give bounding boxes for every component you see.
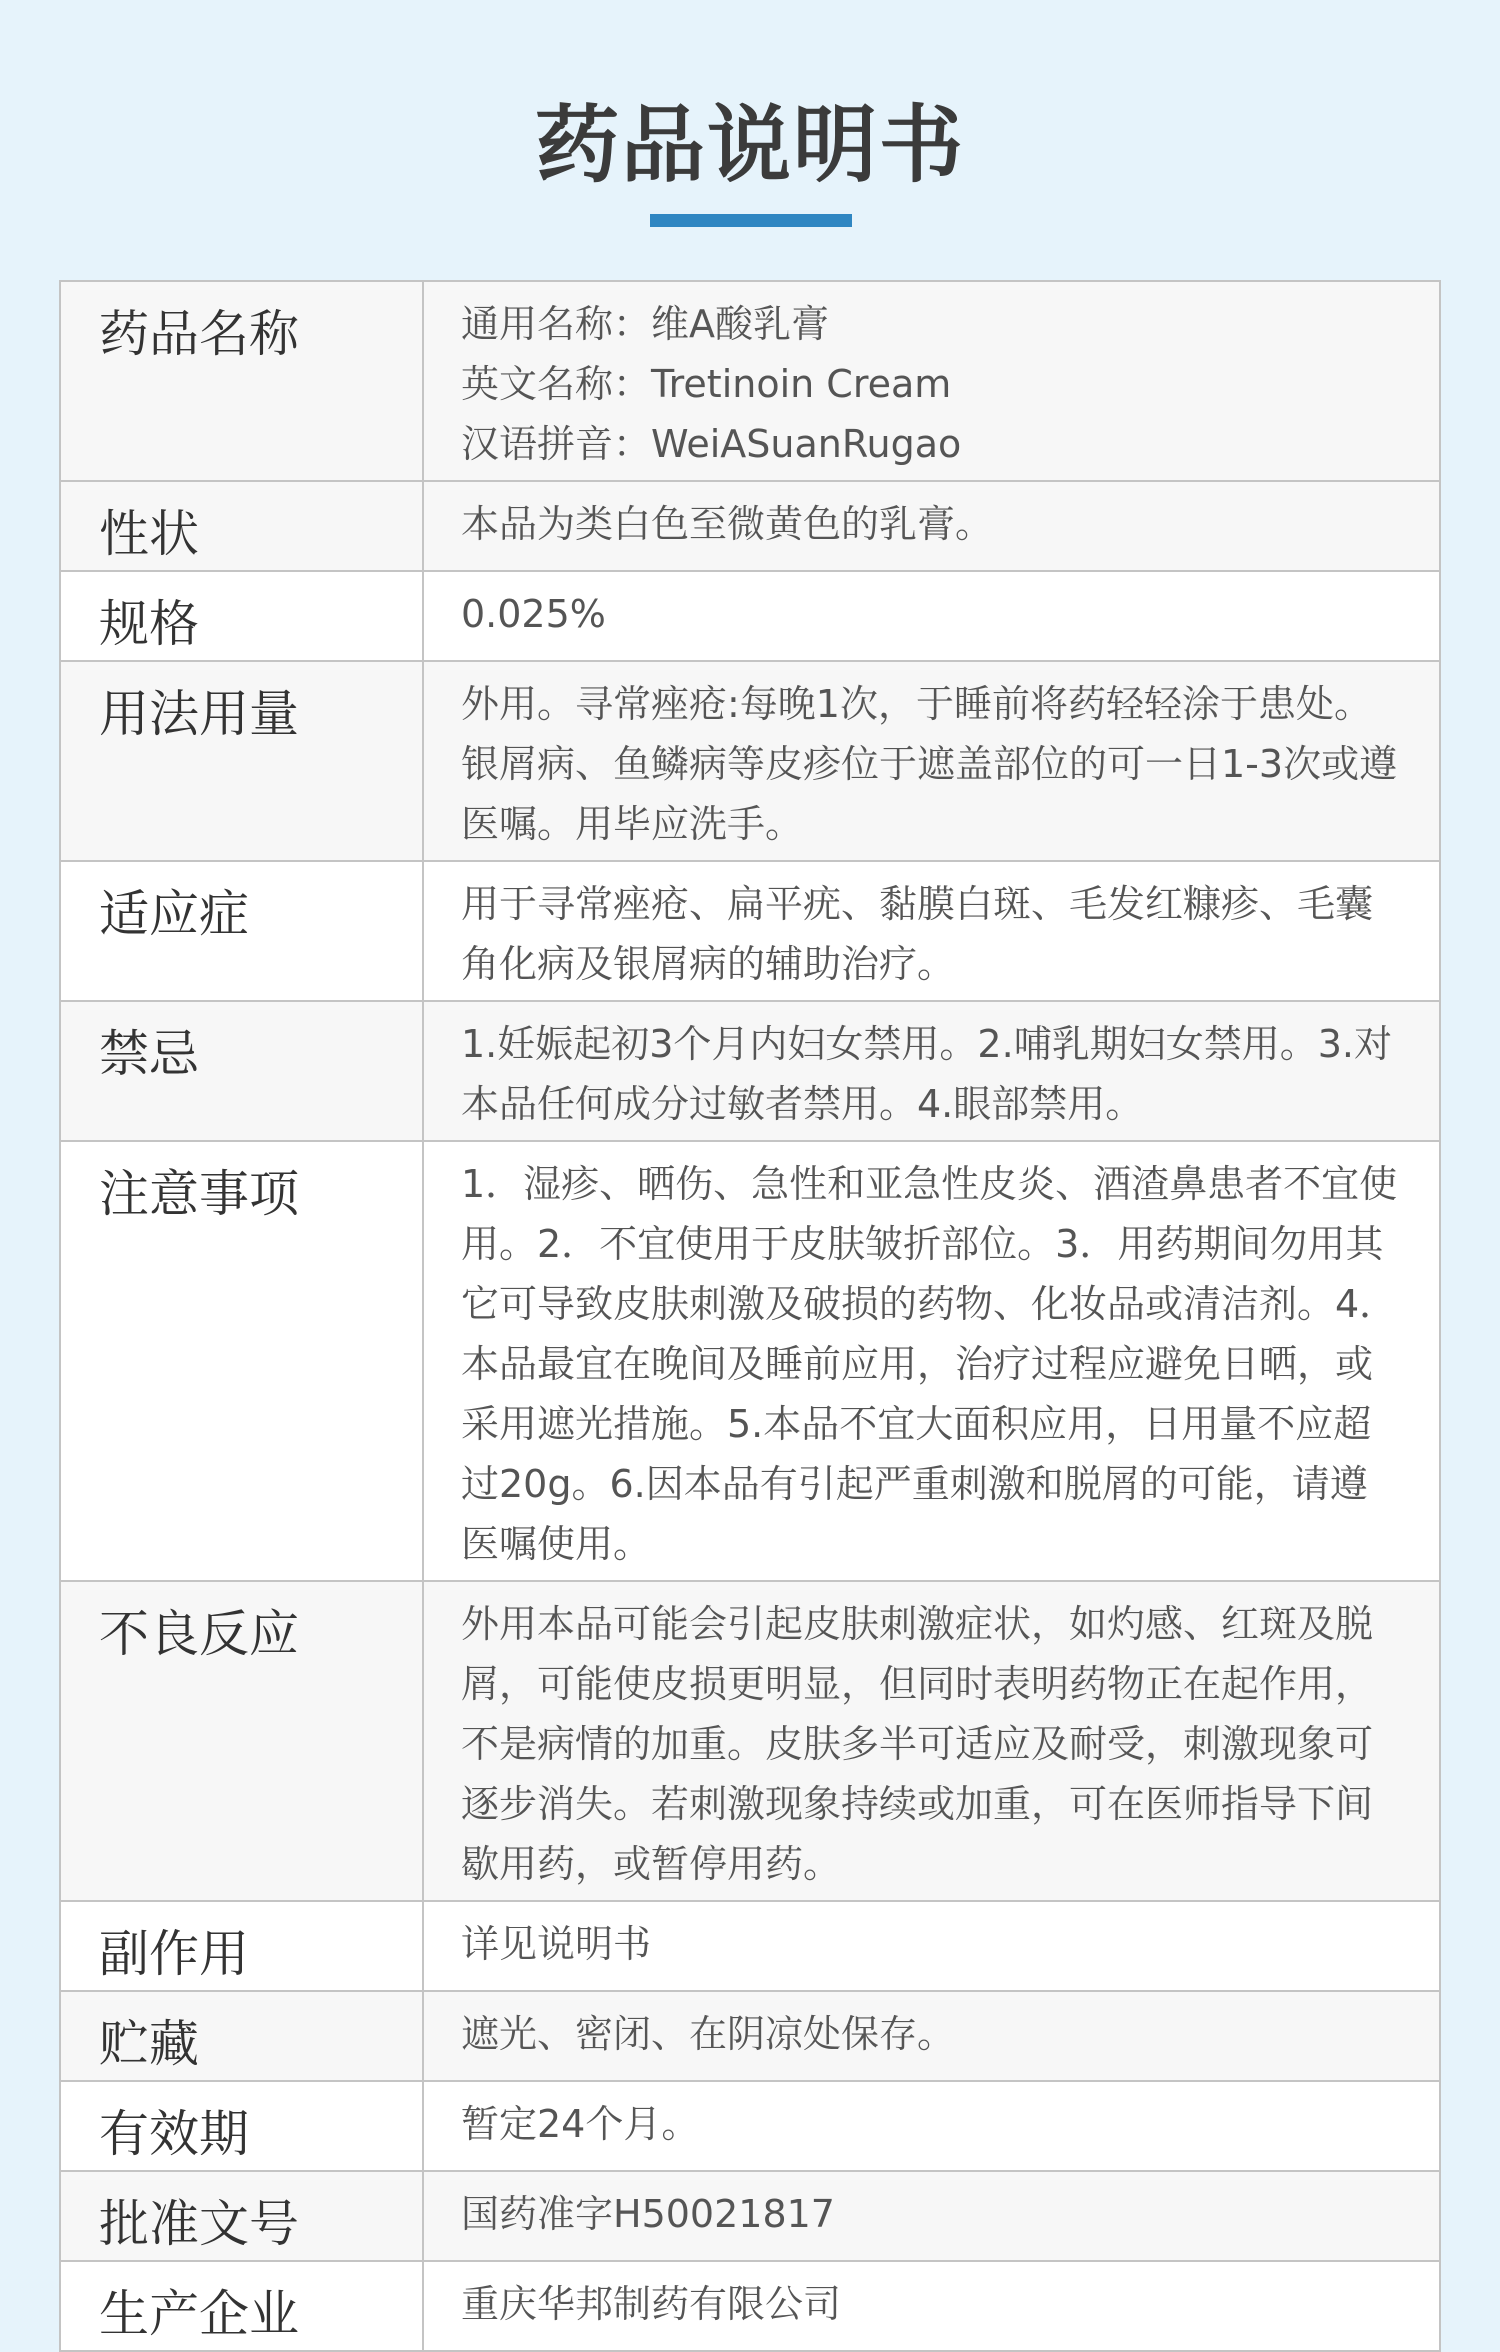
table-row-specification [61,572,1439,662]
row-label: 性状 [61,482,424,570]
row-value: 1.妊娠起初3个月内妇女禁用。2.哺乳期妇女禁用。3.对本品任何成分过敏者禁用。4.眼部禁用。 [461,1022,1392,1126]
table-row-indications [61,862,1439,1002]
row-label: 有效期 [61,2082,424,2170]
row-value: 外用。寻常痤疮:每晚1次，于睡前将药轻轻涂于患处。银屑病、鱼鳞病等皮疹位于遮盖部位的可一日1-3次或遵医嘱。用毕应洗手。 [461,682,1398,846]
row-label: 批准文号 [61,2172,424,2260]
table-row-adverse-reactions [61,1582,1439,1902]
row-label: 不良反应 [61,1582,424,1900]
table-row-validity [61,2082,1439,2172]
pinyin-name-line: 汉语拼音：WeiASuanRugao [461,422,962,466]
row-label: 用法用量 [61,662,424,860]
table-row-storage [61,1992,1439,2082]
table-row-appearance [61,482,1439,572]
english-name-line: 英文名称：Tretinoin Cream [461,362,952,406]
row-label: 禁忌 [61,1002,424,1140]
table-row-dosage [61,662,1439,862]
row-value: 详见说明书 [461,1922,652,1966]
row-label: 注意事项 [61,1142,424,1580]
row-label: 药品名称 [61,282,424,480]
row-label: 副作用 [61,1902,424,1990]
row-label: 适应症 [61,862,424,1000]
row-value: 暂定24个月。 [461,2102,700,2146]
row-value: 国药准字H50021817 [461,2192,835,2236]
table-row-drug-name [61,282,1439,482]
row-value: 重庆华邦制药有限公司 [461,2282,842,2326]
title-underline-bar [650,214,852,227]
drug-info-table [59,280,1441,2352]
generic-name-line: 通用名称：维A酸乳膏 [461,302,829,346]
row-value [424,282,1439,480]
table-row-side-effects [61,1902,1439,1992]
table-row-approval-number [61,2172,1439,2262]
table-row-precautions [61,1142,1439,1582]
page-title: 药品说明书 [534,96,965,194]
row-value: 用于寻常痤疮、扁平疣、黏膜白斑、毛发红糠疹、毛囊角化病及银屑病的辅助治疗。 [461,882,1374,986]
table-row-manufacturer [61,2262,1439,2352]
row-value: 外用本品可能会引起皮肤刺激症状，如灼感、红斑及脱屑，可能使皮损更明显，但同时表明药物正在起作用，不是病情的加重。皮肤多半可适应及耐受，刺激现象可逐步消失。若刺激现象持续或加重，可在医师指导下间歇用药，或暂停用药。 [461,1602,1374,1886]
table-row-contraindications [61,1002,1439,1142]
row-label: 生产企业 [61,2262,424,2350]
row-value: 0.025% [461,592,606,636]
row-value: 1．湿疹、晒伤、急性和亚急性皮炎、酒渣鼻患者不宜使用。2．不宜使用于皮肤皱折部位。3．用药期间勿用其它可导致皮肤刺激及破损的药物、化妆品或清洁剂。4．本品最宜在晚间及睡前应用，治疗过程应避免日晒，或采用遮光措施。5.本品不宜大面积应用，日用量不应超过20g。6.因本品有引起严重刺激和脱屑的可能，请遵医嘱使用。 [461,1162,1398,1566]
row-label: 贮藏 [61,1992,424,2080]
row-value: 本品为类白色至微黄色的乳膏。 [461,502,994,546]
row-value: 遮光、密闭、在阴凉处保存。 [461,2012,956,2056]
row-label: 规格 [61,572,424,660]
